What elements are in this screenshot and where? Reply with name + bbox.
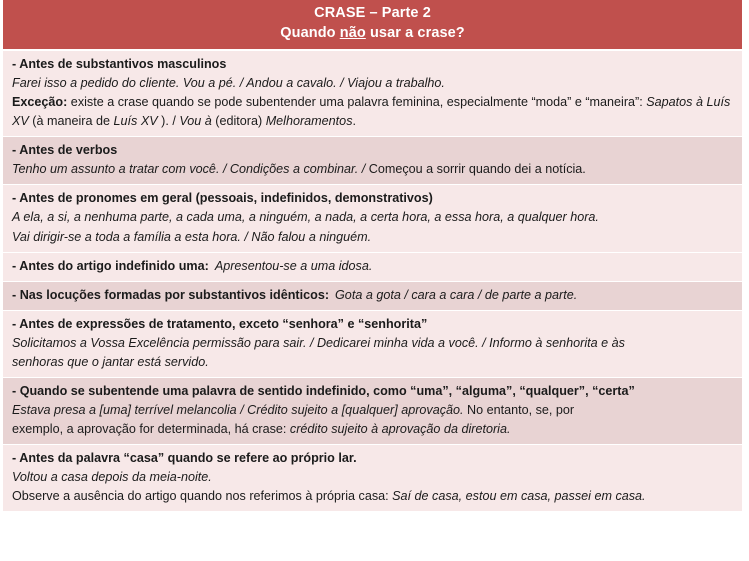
header-subtitle xyxy=(9,24,736,44)
table-row xyxy=(3,137,742,185)
example-upright: Observe a ausência do artigo quando nos referimos à própria casa: xyxy=(12,489,393,504)
example-italic: crédito sujeito à aprovação da diretoria. xyxy=(289,422,511,437)
example-upright: No entanto, se, por xyxy=(463,402,575,417)
exception-mid-2: ). / xyxy=(157,114,180,129)
example-upright: exemplo, a aprovação for determinada, há crase: xyxy=(12,422,290,437)
header-subtitle-before: Quando xyxy=(280,24,340,41)
rule-heading: - Antes de expressões de tratamento, exceto “senhora” e “senhorita” xyxy=(12,316,428,331)
exception-end: . xyxy=(352,114,356,129)
header-title: CRASE – Parte 2 xyxy=(314,5,431,21)
exception-mid-3: (editora) xyxy=(211,114,266,129)
exception-italic-2: Luís XV xyxy=(113,114,158,129)
exception-italic-3: Vou à xyxy=(179,114,212,129)
rule-example xyxy=(12,160,733,179)
rule-heading: - Quando se subentende uma palavra de sentido indefinido, como “uma”, “alguma”, “qualquer”, “certa” xyxy=(12,384,635,399)
rule-heading: - Nas locuções formadas por substantivos idênticos: xyxy=(12,287,330,302)
rule-example: senhoras que o jantar está servido. xyxy=(12,354,209,369)
rule-exception xyxy=(12,93,733,131)
table-row xyxy=(3,51,742,137)
exception-mid-1: (à maneira de xyxy=(28,114,114,129)
rule-example: Apresentou-se a uma idosa. xyxy=(214,258,373,273)
rule-example: Voltou a casa depois da meia-noite. xyxy=(12,470,212,485)
example-italic: Estava presa a [uma] terrível melancolia / Crédito sujeito a [qualquer] aprovação. xyxy=(12,402,464,417)
rule-example: Farei isso a pedido do cliente. Vou a pé. / Andou a cavalo. / Viajou a trabalho. xyxy=(12,76,445,91)
rule-heading: - Antes de pronomes em geral (pessoais, indefinidos, demonstrativos) xyxy=(12,191,433,206)
exception-text: existe a crase quando se pode subentender uma palavra feminina, especialmente “moda” e “maneira”: xyxy=(67,95,647,110)
example-italic: Tenho um assunto a tratar com você. / Condições a combinar. / xyxy=(12,162,369,177)
header-subtitle-after: usar a crase? xyxy=(365,24,465,41)
rule-heading: - Antes da palavra “casa” quando se refere ao próprio lar. xyxy=(12,451,357,466)
header-subtitle-underlined: não xyxy=(339,24,366,41)
example-italic: Saí de casa, estou em casa, passei em casa. xyxy=(392,489,646,504)
rule-example: A ela, a si, a nenhuma parte, a cada uma, a ninguém, a nada, a certa hora, a essa hora, a qualquer hora. xyxy=(12,210,599,225)
table-row xyxy=(3,185,742,252)
table-header xyxy=(3,0,742,51)
table-row xyxy=(3,311,742,378)
rule-example: Solicitamos a Vossa Excelência permissão para sair. / Dedicarei minha vida a você. / Informo à senhorita e às xyxy=(12,335,625,350)
rule-example: Gota a gota / cara a cara / de parte a parte. xyxy=(335,287,578,302)
rule-example xyxy=(12,420,733,439)
exception-label: Exceção: xyxy=(12,95,68,110)
rule-heading: - Antes de substantivos masculinos xyxy=(12,57,227,72)
exception-italic-1: Sapatos à Luís XV xyxy=(12,95,731,129)
example-upright: Começou a sorrir quando dei a notícia. xyxy=(368,162,586,177)
rule-example xyxy=(12,487,733,506)
rule-heading: - Antes do artigo indefinido uma: xyxy=(12,258,209,273)
table-row xyxy=(3,445,742,512)
rule-heading: - Antes de verbos xyxy=(12,143,118,158)
exception-italic-4: Melhoramentos xyxy=(265,114,353,129)
table-row xyxy=(3,378,742,445)
rule-example xyxy=(12,401,733,420)
table-row xyxy=(3,253,742,282)
rule-example: Vai dirigir-se a toda a família a esta hora. / Não falou a ninguém. xyxy=(12,229,372,244)
table-row xyxy=(3,282,742,311)
crase-table xyxy=(3,0,742,512)
